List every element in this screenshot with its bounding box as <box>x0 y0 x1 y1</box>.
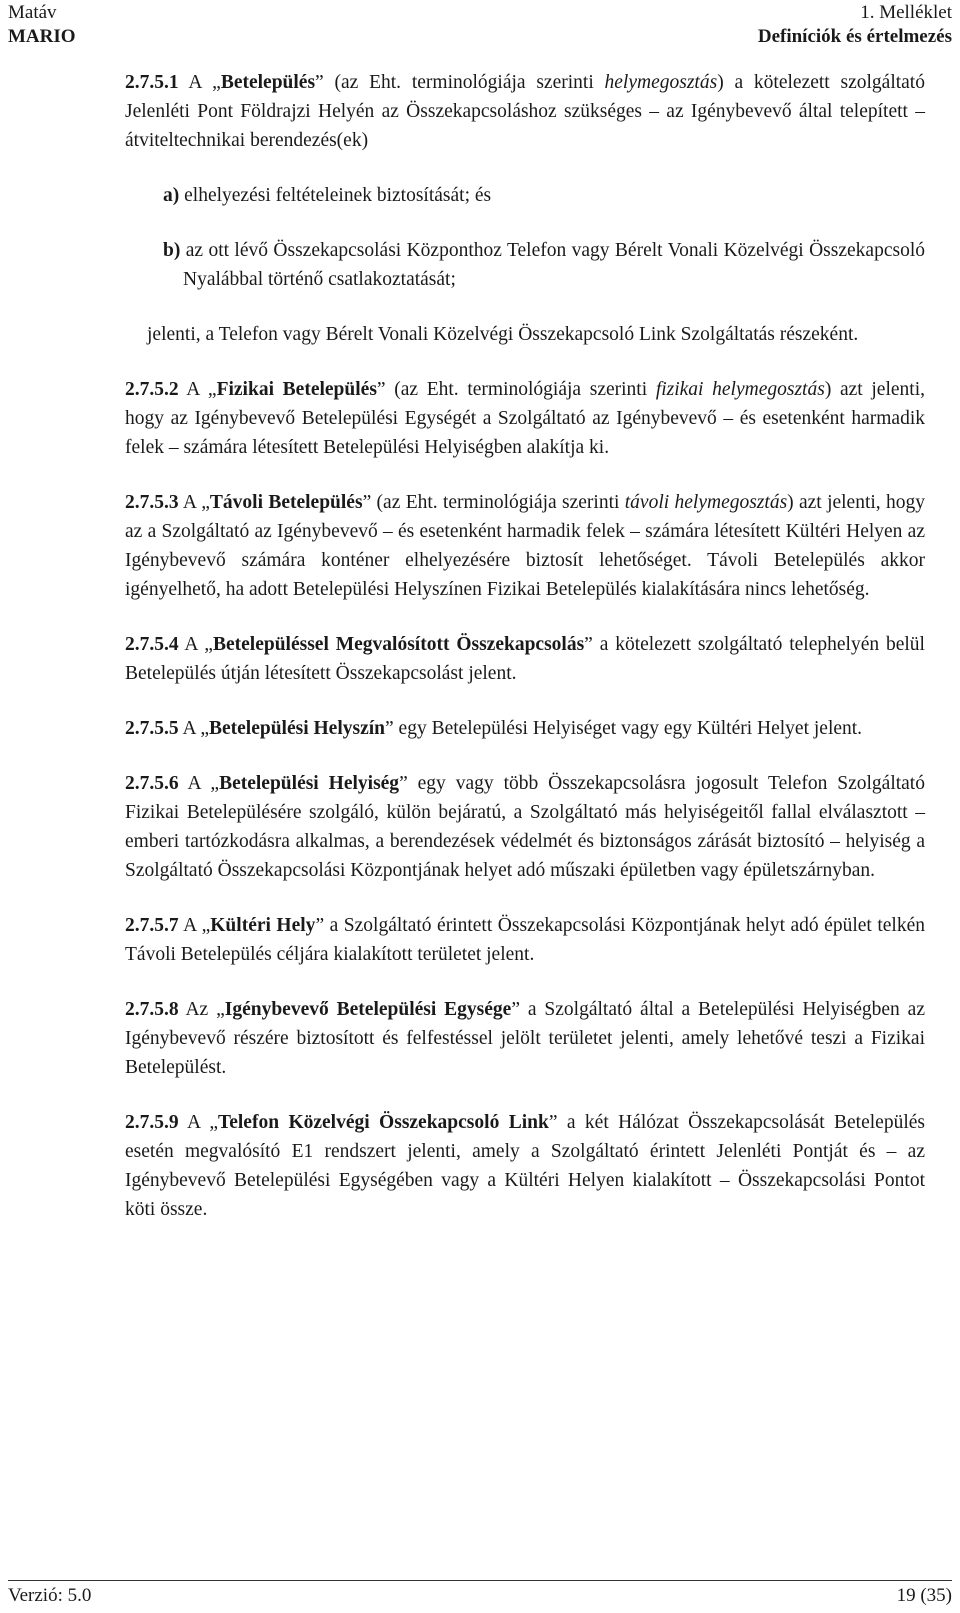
section-2-7-5-3 <box>125 488 925 604</box>
defined-term: Telefon Közelvégi Összekapcsoló Link <box>218 1112 549 1133</box>
text: ” (az Eht. terminológiája szerinti <box>362 492 625 513</box>
section-2-7-5-9 <box>125 1108 925 1224</box>
text: ” a két Hálózat Összekapcsolását Betelepülés esetén megvalósító E1 rendszert jelenti, amely a Szolgáltató érintett Jelenléti Pontját és – az Igénybevevő Betelepülési Egységében vagy a Kültéri Helyen kialakított – Összekapcsolási Pontot köti össze. <box>125 1112 925 1220</box>
list-label: a) <box>163 185 180 206</box>
text: ) a kötelezett szolgáltató Jelenléti Pont Földrajzi Helyén az Összekapcsoláshoz szükséges – az Igénybevevő által telepített – átviteltechnikai berendezés(ek) <box>125 72 925 151</box>
section-2-7-5-5 <box>125 714 925 743</box>
section-2-7-5-8 <box>125 995 925 1082</box>
list-text: az ott lévő Összekapcsolási Központhoz Telefon vagy Bérelt Vonali Közelvégi Összekapcsoló Nyalábbal történő csatlakoztatását; <box>180 240 925 290</box>
defined-term: Betelepülési Helyszín <box>208 718 386 739</box>
text: ” a Szolgáltató érintett Összekapcsolási Központjának helyt adó épület telkén Távoli Betelepülés céljára kialakított területet jelent. <box>125 915 925 965</box>
text: ” (az Eht. terminológiája szerinti <box>376 379 656 400</box>
section-number: 2.7.5.7 <box>125 915 179 936</box>
page-footer <box>8 1580 952 1607</box>
text: A „ <box>184 634 213 655</box>
section-number: 2.7.5.3 <box>125 492 179 513</box>
list-label: b) <box>163 240 181 261</box>
text: A „ <box>188 72 221 93</box>
text: A „ <box>186 1112 219 1133</box>
section-2-7-5-1-tail: jelenti, a Telefon vagy Bérelt Vonali Közelvégi Összekapcsoló Link Szolgáltatás részeként. <box>147 324 859 345</box>
defined-term: Betelepülési Helyiség <box>219 773 400 794</box>
section-2-7-5-4 <box>125 630 925 688</box>
section-2-7-5-6 <box>125 769 925 885</box>
legal-term: helymegosztás <box>604 72 718 93</box>
legal-term: távoli helymegosztás <box>624 492 788 513</box>
list-item-a <box>163 181 925 210</box>
header-annex: 1. Melléklet <box>860 2 952 23</box>
list-item-b <box>163 236 925 294</box>
defined-term: Betelepüléssel Megvalósított Összekapcsolás <box>212 634 585 655</box>
section-number: 2.7.5.4 <box>125 634 179 655</box>
text: ) azt jelenti, hogy az Igénybevevő Betelepülési Egységét a Szolgáltató az Igénybevevő – és esetenként harmadik felek – számára létesített Betelepülési Helyiségben alakítja ki. <box>125 379 925 458</box>
header-document: MARIO <box>8 26 76 47</box>
footer-page-number: 19 (35) <box>896 1585 952 1606</box>
defined-term: Betelepülés <box>220 72 316 93</box>
text: ” a kötelezett szolgáltató telephelyén belül Betelepülés útján létesített Összekapcsolást jelent. <box>125 634 925 684</box>
header-bottom-row <box>8 26 952 48</box>
legal-term: fizikai helymegosztás <box>655 379 825 400</box>
section-number: 2.7.5.5 <box>125 718 179 739</box>
list-text: elhelyezési feltételeinek biztosítását; és <box>179 185 492 206</box>
section-2-7-5-2 <box>125 375 925 462</box>
section-number: 2.7.5.1 <box>125 72 179 93</box>
header-company: Matáv <box>8 2 57 23</box>
header-section-title: Definíciók és értelmezés <box>757 26 952 47</box>
defined-term: Távoli Betelepülés <box>209 492 363 513</box>
header-top-row <box>8 2 952 24</box>
section-number: 2.7.5.9 <box>125 1112 179 1133</box>
defined-term: Kültéri Hely <box>210 915 316 936</box>
section-number: 2.7.5.2 <box>125 379 179 400</box>
text: ) azt jelenti, hogy az a Szolgáltató az Igénybevevő – és esetenként harmadik felek – számára létesített Kültéri Helyen az Igénybevevő számára konténer elhelyezésére biztosít lehetőséget. Távoli Betelepülés akkor igényelhető, ha adott Betelepülési Helyszínen Fizikai Betelepülés kialakítására nincs lehetőség. <box>125 492 926 600</box>
text: A „ <box>183 915 211 936</box>
section-number: 2.7.5.8 <box>125 999 179 1020</box>
text: ” (az Eht. terminológiája szerinti <box>315 72 605 93</box>
text: A „ <box>186 379 217 400</box>
defined-term: Fizikai Betelepülés <box>216 379 377 400</box>
section-number: 2.7.5.6 <box>125 773 179 794</box>
text: ” egy vagy több Összekapcsolásra jogosult Telefon Szolgáltató Fizikai Betelepülésére szolgáló, külön bejáratú, a Szolgáltató más helyiségeitől fallal elválasztott – emberi tartózkodásra alkalmas, a berendezések védelmét és biztonságos zárását biztosító – helyiség a Szolgáltató Összekapcsolási Központjának helyet adó műszaki épületben vagy épületszárnyban. <box>125 773 925 881</box>
document-body <box>125 68 926 1250</box>
text: Az „ <box>185 999 225 1020</box>
text: A „ <box>182 718 209 739</box>
text: ” egy Betelepülési Helyiséget vagy egy Kültéri Helyet jelent. <box>385 718 863 739</box>
section-2-7-5-7 <box>125 911 925 969</box>
text: ” a Szolgáltató által a Betelepülési Helyiségben az Igénybevevő részére biztosított és felfestéssel jelölt területet jelenti, amely lehetővé teszi a Fizikai Betelepülést. <box>125 999 925 1078</box>
text: A „ <box>187 773 220 794</box>
text: A „ <box>182 492 210 513</box>
footer-version: Verzió: 5.0 <box>8 1585 92 1606</box>
defined-term: Igénybevevő Betelepülési Egysége <box>224 999 512 1020</box>
section-2-7-5-1 <box>125 68 925 155</box>
